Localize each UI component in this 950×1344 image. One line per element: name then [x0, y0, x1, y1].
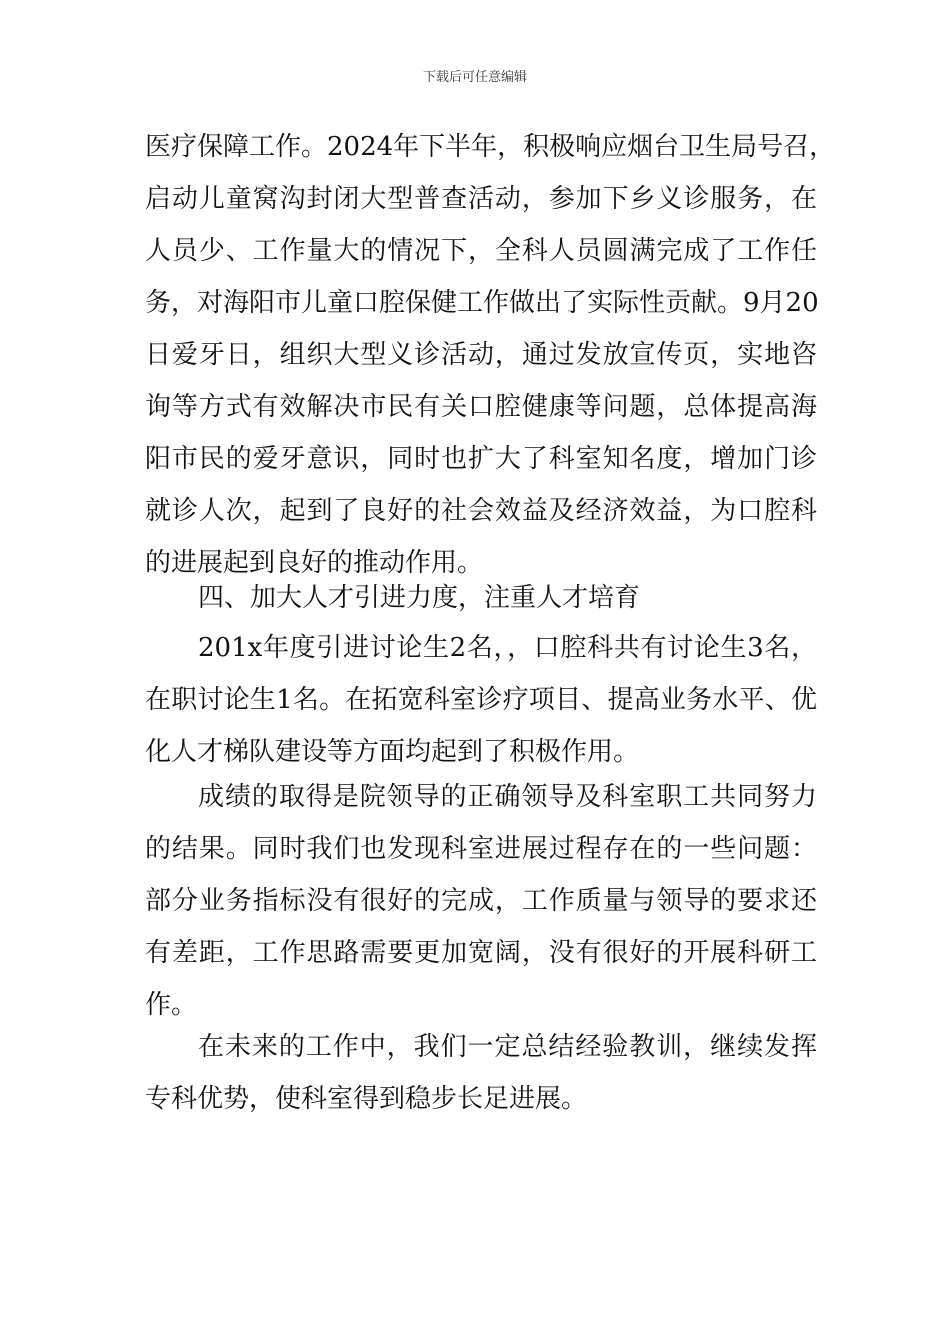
paragraph-line: 专科优势，使科室得到稳步长足进展。 — [145, 1084, 588, 1114]
page-header: 下载后可任意编辑 — [422, 70, 527, 85]
paragraph-line: 启动儿童窝沟封闭大型普查活动，参加下乡义诊服务，在 — [145, 184, 817, 214]
paragraph-line: 作。 — [145, 990, 198, 1020]
paragraph-future — [145, 1021, 817, 1125]
paragraph-line: 医疗保障工作。2024年下半年，积极响应烟台卫生局号召， — [145, 132, 836, 162]
paragraph-line: 部分业务指标没有很好的完成，工作质量与领导的要求还 — [145, 886, 817, 916]
paragraph-line: 就诊人次，起到了良好的社会效益及经济效益，为口腔科 — [145, 496, 817, 526]
paragraph-line: 日爱牙日，组织大型义诊活动，通过发放宣传页，实地咨 — [145, 340, 817, 370]
paragraph-line: 在未来的工作中，我们一定总结经验教训，继续发挥 — [198, 1032, 817, 1062]
paragraph-line: 成绩的取得是院领导的正确领导及科室职工共同努力 — [198, 782, 817, 812]
paragraph-line: 201x年度引进讨论生2名，，口腔科共有讨论生3名， — [198, 633, 817, 663]
paragraph-line: 有差距，工作思路需要更加宽阔，没有很好的开展科研工 — [145, 938, 817, 968]
paragraph-line: 的进展起到良好的推动作用。 — [145, 548, 484, 578]
paragraph-line: 人员少、工作量大的情况下，全科人员圆满完成了工作任 — [145, 236, 817, 266]
paragraph-line: 化人才梯队建设等方面均起到了积极作用。 — [145, 737, 640, 767]
paragraph-line: 的结果。同时我们也发现科室进展过程存在的一些问题： — [145, 834, 817, 864]
heading-line: 四、加大人才引进力度，注重人才培育 — [198, 583, 641, 613]
paragraph-line: 在职讨论生1名。在拓宽科室诊疗项目、提高业务水平、优 — [145, 685, 817, 715]
paragraph-line: 务，对海阳市儿童口腔保健工作做出了实际性贡献。9月20 — [145, 288, 819, 318]
paragraph-line: 阳市民的爱牙意识，同时也扩大了科室知名度，增加门诊 — [145, 444, 817, 474]
paragraph-achievements — [145, 771, 817, 1031]
paragraph-medical-security — [145, 121, 836, 589]
section-heading — [145, 572, 817, 624]
paragraph-talent — [145, 622, 817, 778]
paragraph-line: 询等方式有效解决市民有关口腔健康等问题，总体提高海 — [145, 392, 817, 422]
